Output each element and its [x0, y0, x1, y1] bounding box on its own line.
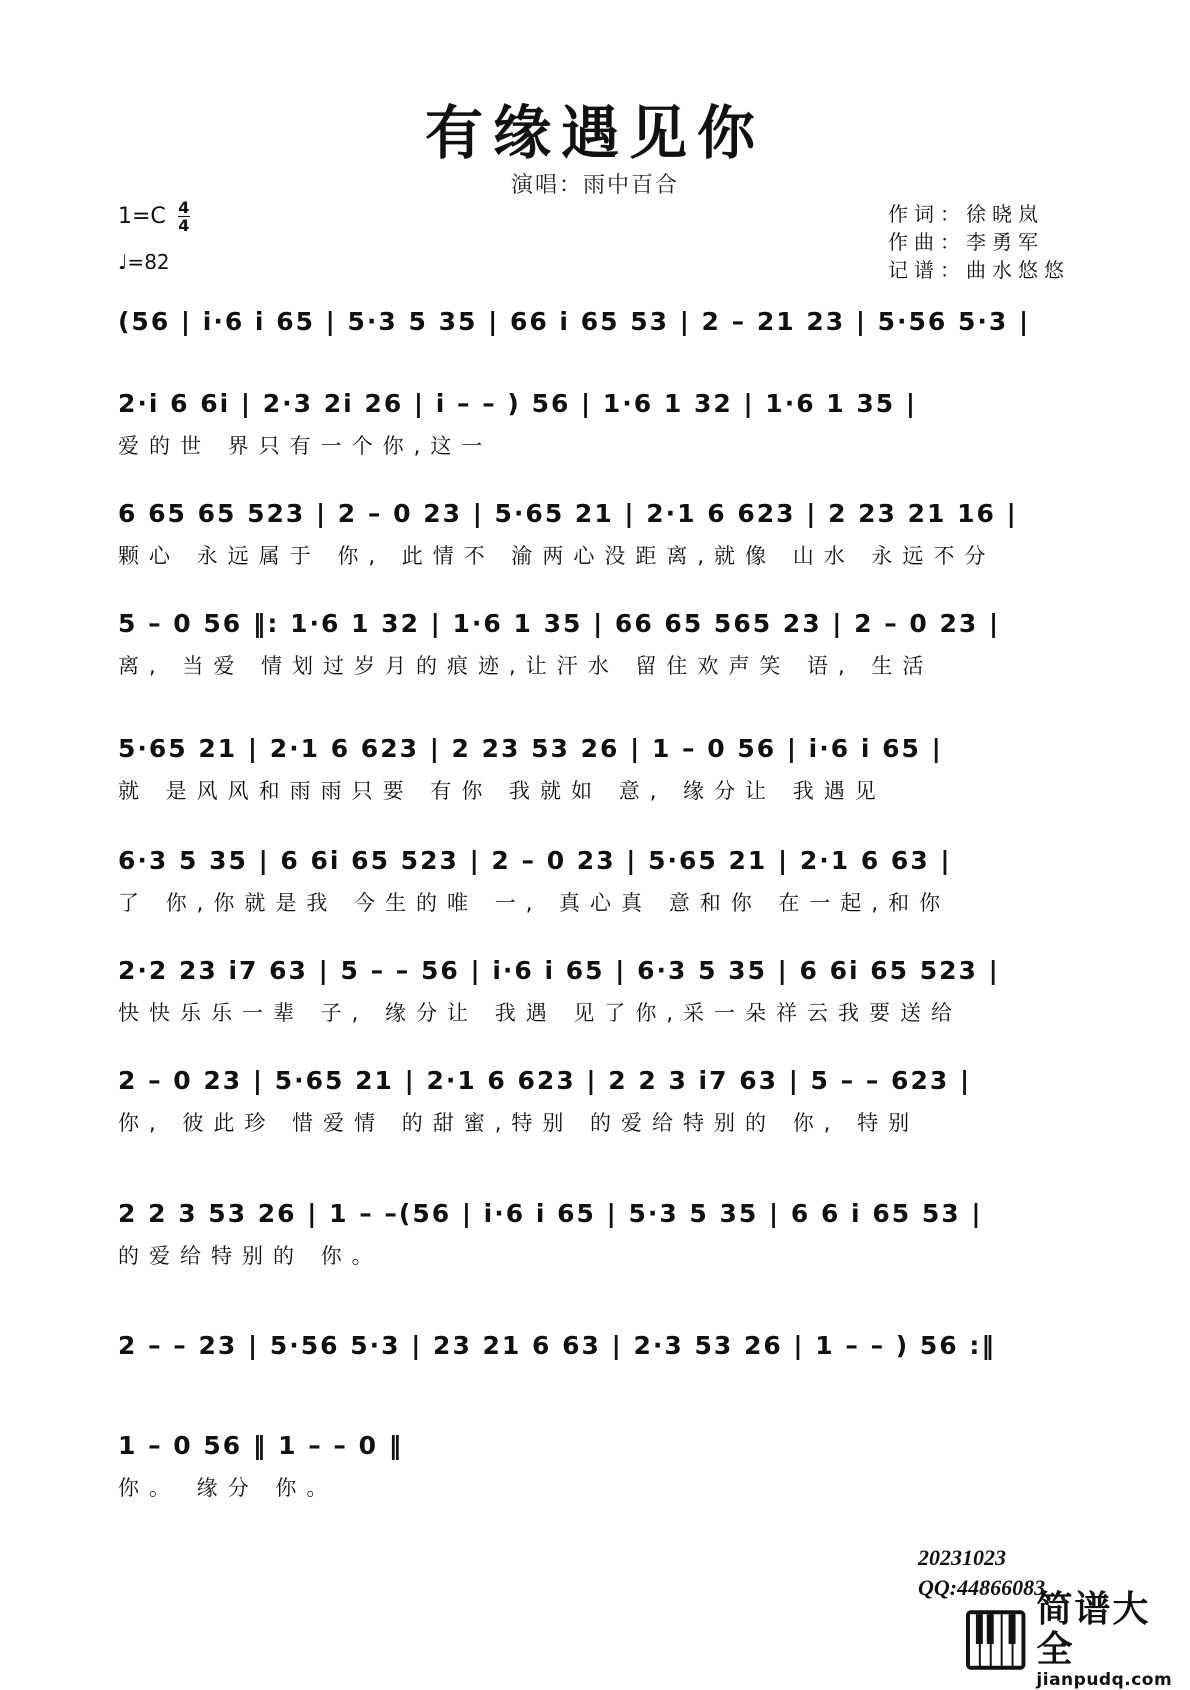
notation-line: (56 | i·6 i 65 | 5·3 5 35 | 66 i 65 53 | 2 – 21 23 | 5·56 5·3 | — [118, 306, 1031, 336]
tempo-marking: ♩=82 — [118, 250, 170, 274]
key-label: 1=C — [118, 204, 166, 229]
score-system — [118, 296, 1070, 380]
time-signature-bottom: 4 — [178, 216, 190, 235]
transcriber-credit: 记谱：曲水悠悠 — [888, 258, 1070, 282]
score-system — [118, 378, 1070, 462]
singer-credit: 演唱：雨中百合 — [510, 173, 679, 198]
lyrics-line: 你, 彼此珍 惜爱情 的甜蜜,特别 的爱给特别的 你, 特别 — [118, 1111, 920, 1135]
logo-name: 简谱大全 — [1036, 1589, 1151, 1670]
lyrics-line: 了 你,你就是我 今生的唯 一, 真心真 意和你 在一起,和你 — [118, 891, 951, 915]
time-signature-top: 4 — [178, 198, 190, 217]
lyrics-line: 爱的世 界只有一个你,这一 — [118, 434, 493, 458]
score-system — [118, 1420, 1070, 1504]
lyrics-line — [118, 346, 1070, 380]
lyricist-credit: 作词：徐晓岚 — [888, 202, 1044, 226]
notation-line: 2 – 0 23 | 5·65 21 | 2·1 6 623 | 2 2 3 i7 63 | 5 – – 623 | — [118, 1065, 972, 1095]
notation-line: 6 65 65 523 | 2 – 0 23 | 5·65 21 | 2·1 6 623 | 2 23 21 16 | — [118, 498, 1018, 528]
composer-credit: 作曲：李勇军 — [888, 230, 1044, 254]
site-logo — [965, 1589, 1187, 1690]
credits-block — [888, 200, 1070, 284]
piano-keys-icon — [965, 1609, 1026, 1671]
notation-line: 5·65 21 | 2·1 6 623 | 2 23 53 26 | 1 – 0 56 | i·6 i 65 | — [118, 733, 943, 763]
notation-line: 2 2 3 53 26 | 1 – –(56 | i·6 i 65 | 5·3 5 35 | 6 6 i 65 53 | — [118, 1198, 983, 1228]
notation-line: 2 – – 23 | 5·56 5·3 | 23 21 6 63 | 2·3 53 26 | 1 – – ) 56 :‖ — [118, 1330, 996, 1360]
notation-line: 2·i 6 6i | 2·3 2i 26 | i – – ) 56 | 1·6 1 32 | 1·6 1 35 | — [118, 388, 918, 418]
lyrics-line: 离, 当爱 情划过岁月的痕迹,让汗水 留住欢声笑 语, 生活 — [118, 654, 934, 678]
notation-line: 5 – 0 56 ‖: 1·6 1 32 | 1·6 1 35 | 66 65 565 23 | 2 – 0 23 | — [118, 608, 1001, 638]
score-system — [118, 1055, 1070, 1139]
score-system — [118, 1320, 1070, 1404]
score-system — [118, 835, 1070, 919]
time-signature — [178, 200, 190, 233]
score-system — [118, 723, 1070, 807]
lyrics-line: 你。 缘分 你。 — [118, 1476, 338, 1500]
lyrics-line: 就 是风风和雨雨只要 有你 我就如 意, 缘分让 我遇见 — [118, 779, 886, 803]
logo-url: jianpudq.com — [1036, 1670, 1173, 1690]
score-system — [118, 488, 1070, 572]
notation-line: 2·2 23 i7 63 | 5 – – 56 | i·6 i 65 | 6·3 5 35 | 6 6i 65 523 | — [118, 955, 1000, 985]
score-title: 有缘遇见你 — [424, 99, 765, 167]
key-signature — [118, 200, 190, 233]
notation-line: 1 – 0 56 ‖ 1 – – 0 ‖ — [118, 1430, 404, 1460]
lyrics-line: 颗心 永远属于 你, 此情不 渝两心没距离,就像 山水 永远不分 — [118, 544, 996, 568]
score-system — [118, 1188, 1070, 1272]
lyrics-line — [118, 1370, 1070, 1404]
footer-date: 20231023 — [918, 1545, 1006, 1570]
lyrics-line: 的爱给特别的 你。 — [118, 1244, 383, 1268]
footer-qq: QQ:44866083 — [918, 1575, 1046, 1600]
lyrics-line: 快快乐乐一辈 子, 缘分让 我遇 见了你,采一朵祥云我要送给 — [118, 1001, 963, 1025]
score-system — [118, 945, 1070, 1029]
notation-line: 6·3 5 35 | 6 6i 65 523 | 2 – 0 23 | 5·65 21 | 2·1 6 63 | — [118, 845, 952, 875]
score-system — [118, 598, 1070, 682]
